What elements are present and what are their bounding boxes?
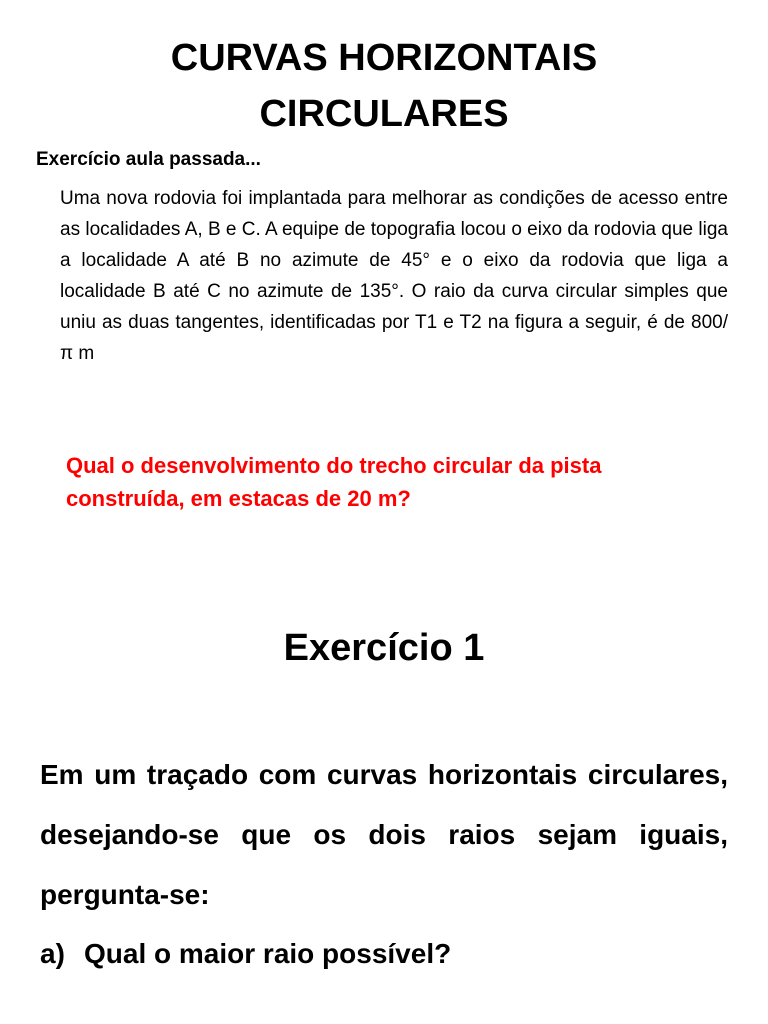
- page-title-line-1: CURVAS HORIZONTAIS: [170, 37, 598, 79]
- previous-class-exercise-label: Exercício aula passada...: [36, 149, 261, 170]
- problem-statement: Uma nova rodovia foi implantada para melhorar as condições de acesso entre as localidades A, B e C. A equipe de topografia locou o eixo da rodovia que liga a localidade A até B no azimute de 45° e o eixo da rodovia que liga a localidade B até C no azimute de 135°. O raio da curva circular simples que uniu as duas tangentes, identificadas por T1 e T2 na figura a seguir, é de 800/π m: [60, 188, 728, 364]
- exercise-heading: Exercício 1: [283, 627, 485, 669]
- question-item-marker: a): [40, 938, 65, 969]
- page-title-line-2: CIRCULARES: [259, 93, 509, 135]
- question-item-text: Qual o maior raio possível?: [84, 938, 452, 969]
- highlighted-question: Qual o desenvolvimento do trecho circular da pista construída, em estacas de 20 m?: [66, 453, 602, 511]
- exercise-statement: Em um traçado com curvas horizontais circulares, desejando-se que os dois raios sejam iguais, pergunta-se:: [40, 759, 728, 910]
- question-item: [40, 926, 728, 982]
- page-title: [0, 30, 768, 142]
